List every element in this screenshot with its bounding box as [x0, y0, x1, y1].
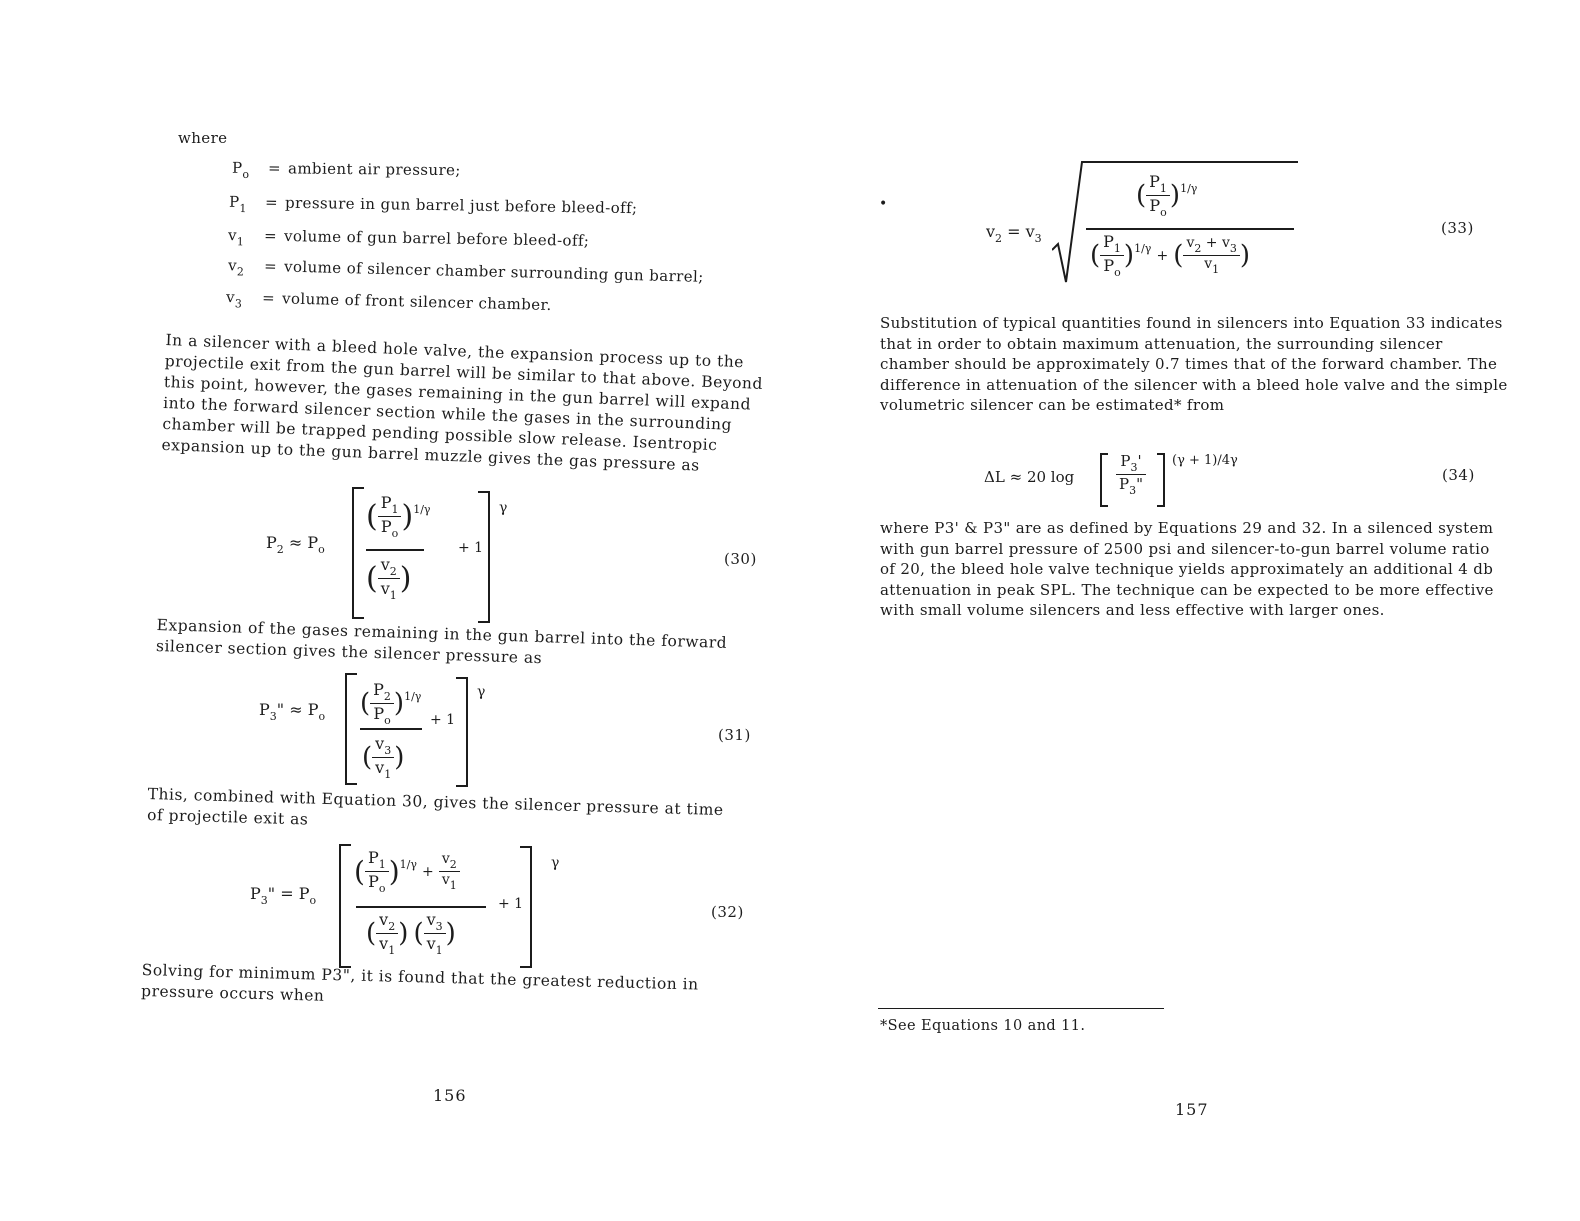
left-page: where $P_o$ = ambient air pressure; $P_1$ = pressure in gun barrel just before bleed-off; $v_1$ = volume of gun barrel before bleed-off; $v_2$ = volume of silencer chamber surrounding gun barrel; $v_3$ = volume of front silencer chamber. In a silencer with a bleed hole valve, the expansion process up to the projectile exit from the gun barrel will be similar to that above. Beyond this point, however, the gases remaining in the gun barrel will expand into the forward silencer section while the gases in the surrounding chamber will be trapped pending possible slow release. Isentropic expansion up to the gun barrel muzzle gives the gas pressure as $P_2 \approx P_o$ ( $\frac{P_1}{P_o}$ )$^{1/\gamma}$ ( $\frac{v_2}{v_1}$ ) + 1 γ (30) Expansion of the gases remaining in the gun barrel into the forward silencer section gives the silencer pressure as $P_3$" ≈ $P_o$ ( $\frac{P_2}{P_o}$ )$^{1/\gamma}$ ( $\frac{v_3}{v_1}$ ) + 1 γ (31) This, combined with Equation 30, gives the silencer pressure at time of projectile exit as $P_3$" = $P_o$ ( $\frac{P_1}{P_o}$ )$^{1/\gamma}$ + $\frac{v_2}{v_1}$ ( $\frac{v_2}{v_1}$ ) ( $\frac{v_3}{v_1}$ ) + 1 γ (32) Solving for minimum P3", it is found that the greatest reduction in pressure occurs when 156 — [0, 0, 790, 1221]
equation-number: (34) — [1442, 466, 1475, 484]
equation-number: (30) — [724, 550, 757, 568]
paragraph: where P3' & P3" are as defined by Equations 29 and 32. In a silenced system with gun barrel pressure of 2500 psi and silencer-to-gun barrel volume ratio of 20, the bleed hole valve technique yields approximately an additional 4 db attenuation in peak SPL. The technique can be expected to be more effective with small volume silencers and less effective with larger ones. — [880, 519, 1494, 619]
equation-number: (33) — [1441, 219, 1474, 237]
definition-item: $v_3$ = volume of front silencer chamber. — [225, 288, 552, 314]
definition-item: $v_1$ = volume of gun barrel before bleed-off; — [227, 226, 590, 250]
footnote-rule — [878, 1008, 1164, 1009]
equation-number: (31) — [718, 726, 751, 744]
where-label: where — [178, 129, 228, 147]
footnote: *See Equations 10 and 11. — [880, 1018, 1086, 1034]
equation-number: (32) — [711, 903, 744, 921]
page-number: 157 — [1175, 1100, 1209, 1119]
definition-item: $v_2$ = volume of silencer chamber surrounding gun barrel; — [227, 256, 704, 286]
paragraph: Expansion of the gases remaining in the gun barrel into the forward silencer section gives the silencer pressure as — [155, 615, 728, 668]
paragraph: This, combined with Equation 30, gives the silencer pressure at time of projectile exit as — [146, 784, 724, 829]
paragraph: In a silencer with a bleed hole valve, the expansion process up to the projectile exit from the gun barrel will be similar to that above. Beyond this point, however, the gases remaining in the gun barrel will expand into the forward silencer section while the gases in the surrounding chamber will be trapped pending possible slow release. Isentropic expansion up to the gun barrel muzzle gives the gas pressure as — [161, 330, 764, 475]
stray-mark: • — [879, 196, 888, 212]
page-number: 156 — [433, 1086, 467, 1105]
paragraph: Substitution of typical quantities found in silencers into Equation 33 indicates that in order to obtain maximum attenuation, the surrounding silencer chamber should be approximately 0.7 times that of the forward chamber. The difference in attenuation of the silencer with a bleed hole valve and the simple volumetric silencer can be estimated* from — [880, 314, 1508, 414]
definition-item: $P_1$ = pressure in gun barrel just before bleed-off; — [228, 192, 638, 218]
paragraph: Solving for minimum P3", it is found that the greatest reduction in pressure occurs when — [140, 960, 699, 1005]
right-page: • $v_2 = v_3$ ( $\frac{P_1}{P_o}$ )$^{1/\gamma}$ ( $\frac{P_1}{P_o}$ )$^{1/\gamma}$ + ( $\frac{v_2 + v_3}{v_1}$ ) (33) Substitution of typical quantities found in silencers into Equation 33 indicates that in order to obtain maximum attenuation, the surrounding silencer chamber should be approximately 0.7 times that of the forward chamber. The difference in attenuation of the silencer with a bleed hole valve and the simple volumetric silencer can be estimated* from ΔL ≈ 20 log $\frac{P_3'}{P_3"}$ (γ + 1)/4γ (34) where P3' & P3" are as defined by Equations 29 and 32. In a silenced system with gun barrel pressure of 2500 psi and silencer-to-gun barrel volume ratio of 20, the bleed hole valve technique yields approximately an additional 4 db attenuation in peak SPL. The technique can be expected to be more effective with small volume silencers and less effective with larger ones. *See Equations 10 and 11. 157 — [790, 0, 1580, 1221]
definition-item: $P_o$ = ambient air pressure; — [231, 158, 461, 181]
